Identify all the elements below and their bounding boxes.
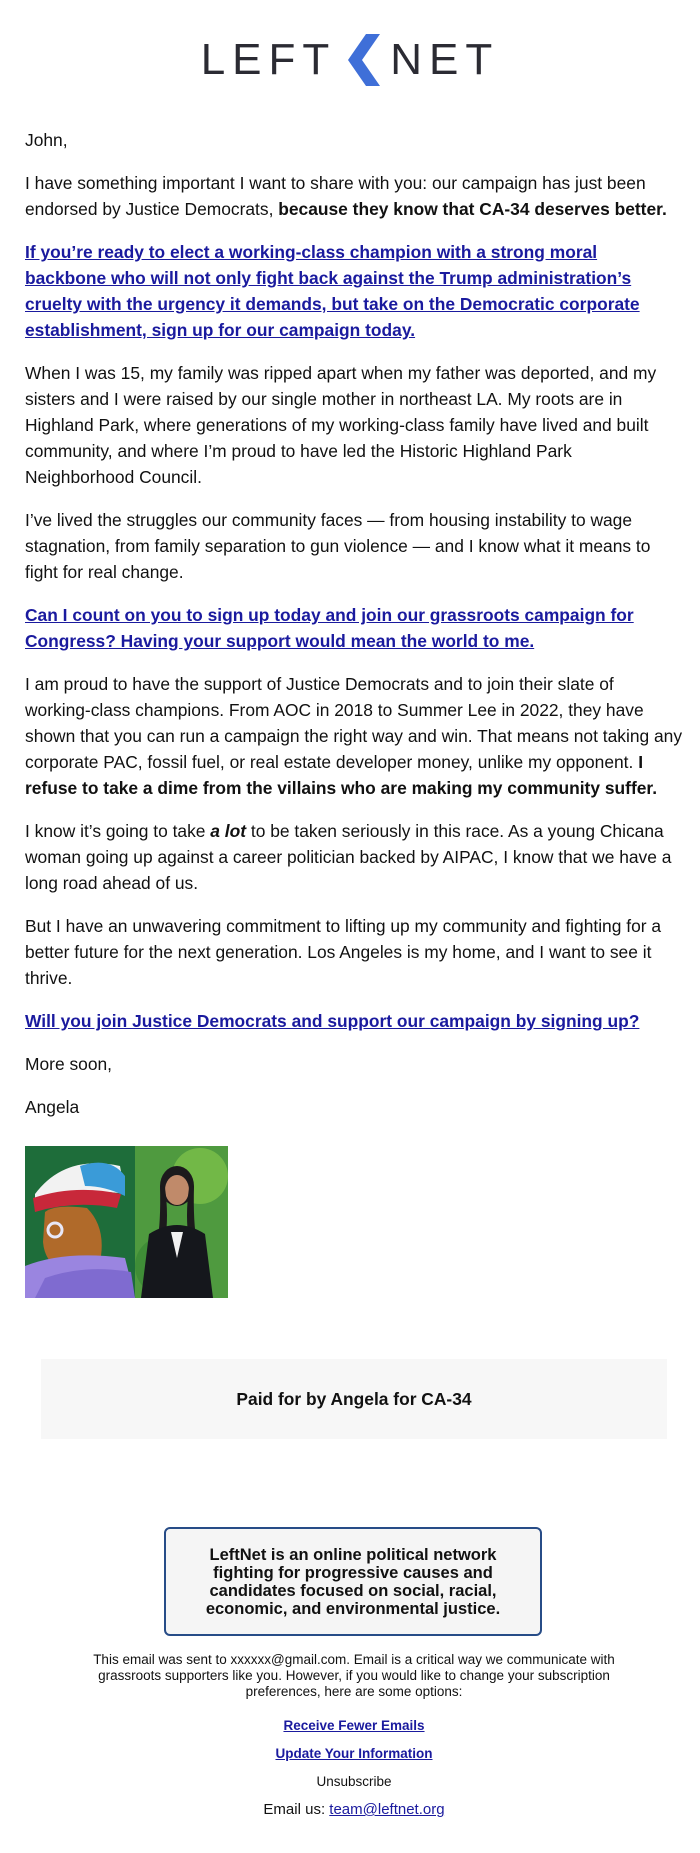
logo-text-right: NET — [390, 35, 500, 84]
logo-chevron-icon — [340, 34, 380, 86]
candidate-photo-icon — [25, 1146, 228, 1298]
logo-text-left: LEFT — [200, 35, 337, 84]
footer-notice: This email was sent to xxxxxx@gmail.com. Email is a critical way we communicate with grassroots supporters like you. However, if you would like to change your subscription preferences, here are some options: — [93, 1652, 615, 1699]
receive-fewer-emails-link[interactable]: Receive Fewer Emails — [283, 1718, 425, 1733]
paragraph-background: When I was 15, my family was ripped apart when my father was deported, and my sisters and I were raised by our single mother in northeast LA. My roots are in Highland Park, where generations of my working-class family have lived and built community, and where I’m proud to have led the Historic Highland Park Neighborhood Council. — [25, 363, 657, 487]
signature: Angela — [25, 1097, 80, 1117]
greeting: John, — [25, 130, 68, 150]
cta-paragraph-2 — [25, 602, 683, 654]
cta-link-count-on-you[interactable]: Can I count on you to sign up today and join our grassroots campaign for Congress? Having your support would mean the world to me. — [25, 605, 634, 651]
cta-link-sign-up[interactable]: If you’re ready to elect a working-class champion with a strong moral backbone who will not only fight back against the Trump administration’s cruelty with the urgency it demands, but take on the Democratic corporate establishment, sign up for our campaign today. — [25, 242, 640, 340]
paragraph-race: I know it’s going to take a lot to be taken seriously in this race. As a young Chicana woman going up against a career politician backed by AIPAC, I know that we have a long road ahead of us. — [25, 821, 672, 893]
paid-for-box — [41, 1359, 667, 1439]
endorsement-bold: because they know that CA-34 deserves better. — [278, 199, 667, 219]
paragraph-support: I am proud to have the support of Justice Democrats and to join their slate of working-class champions. From AOC in 2018 to Summer Lee in 2022, they have shown that you can run a campaign the right way and win. That means not taking any corporate PAC, fossil fuel, or real estate developer money, unlike my opponent. I refuse to take a dime from the villains who are making my community suffer. — [25, 674, 683, 798]
header — [0, 30, 700, 90]
refuse-bold: I refuse to take a dime from the villains who are making my community suffer. — [25, 752, 658, 798]
email-us-line: Email us: team@leftnet.org — [263, 1801, 445, 1818]
email-body — [25, 127, 683, 1137]
update-information-link[interactable]: Update Your Information — [275, 1746, 433, 1761]
cta-link-join-justice-democrats[interactable]: Will you join Justice Democrats and support our campaign by signing up? — [25, 1011, 640, 1031]
signoff: More soon, — [25, 1054, 112, 1074]
paragraph-endorsement: I have something important I want to share with you: our campaign has just been endorsed by Justice Democrats, because they know that CA-34 deserves better. — [25, 173, 667, 219]
emphasis-a-lot: a lot — [210, 821, 247, 841]
paragraph-commitment: But I have an unwavering commitment to lifting up my community and fighting for a better future for the next generation. Los Angeles is my home, and I want to see it thrive. — [25, 916, 662, 988]
about-leftnet-box — [164, 1527, 542, 1636]
paragraph-struggles: I’ve lived the struggles our community faces — from housing instability to wage stagnation, from family separation to gun violence — and I know what it means to fight for real change. — [25, 510, 651, 582]
cta-paragraph-3 — [25, 1008, 683, 1034]
footer — [60, 1652, 648, 1818]
paid-for-label: Paid for by Angela for CA-34 — [236, 1388, 472, 1409]
contact-email-link[interactable]: team@leftnet.org — [329, 1801, 445, 1818]
unsubscribe-link[interactable]: Unsubscribe — [316, 1774, 392, 1789]
about-leftnet-text: LeftNet is an online political network fighting for progressive causes and candidates focused on social, racial, economic, and environmental justice. — [205, 1545, 501, 1618]
cta-paragraph-1 — [25, 239, 683, 343]
